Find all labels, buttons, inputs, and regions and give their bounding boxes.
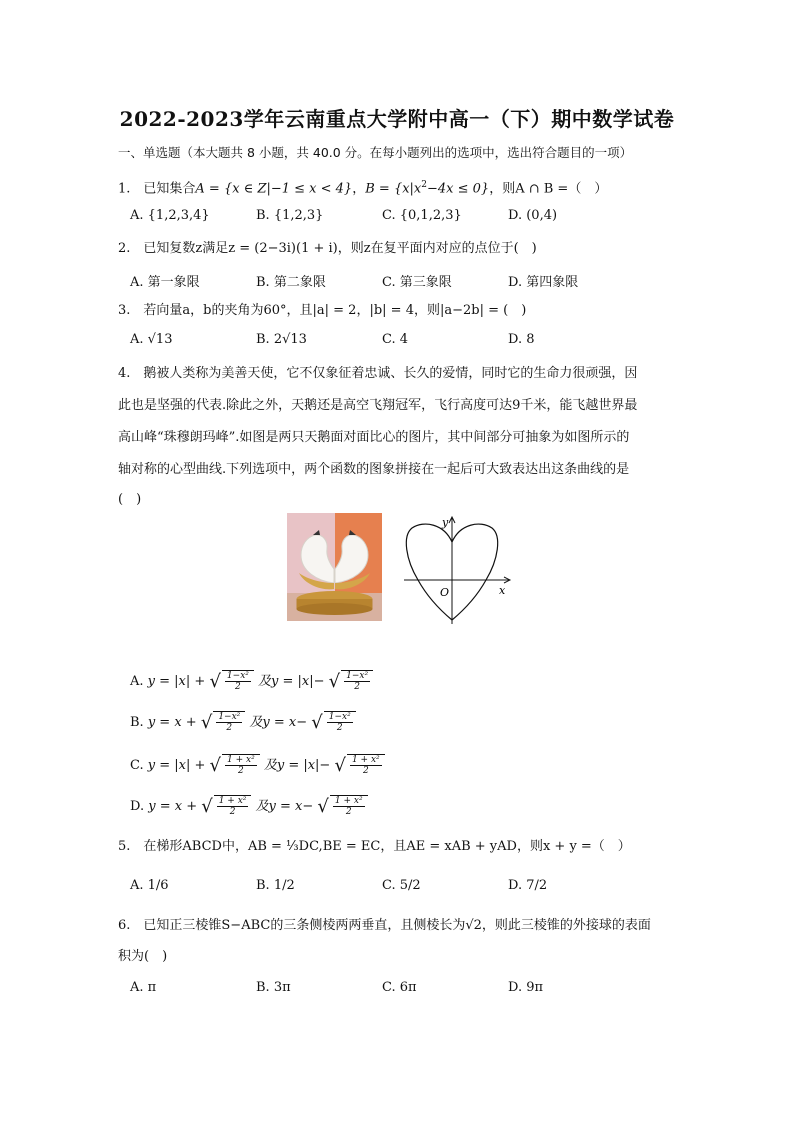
q3-option-a: A. √13 xyxy=(130,332,173,347)
question-4-stem-line-4: 轴对称的心型曲线.下列选项中，两个函数的图象拼接在一起后可大致表达出这条曲线的是 xyxy=(118,462,630,477)
page-title: 2022-2023学年云南重点大学附中高一（下）期中数学试卷 xyxy=(119,107,675,131)
question-1-stem: 1. 已知集合A = {x ∈ Z|−1 ≤ x < 4}，$B = \{x|x^2-4x \le 0\}$，则A ∩ B =（ ） xyxy=(118,180,608,197)
question-6-stem-line-2: 积为( ) xyxy=(118,949,168,964)
q2-option-c: C. 第三象限 xyxy=(382,275,452,290)
question-6-stem-line-1: 6. 已知正三棱锥S−ABC的三条侧棱两两垂直，且侧棱长为√2，则此三棱锥的外接球的表面 xyxy=(118,918,651,933)
question-5-stem: 5. 在梯形ABCD中，AB = ⅓DC,BE = EC，且AE = xAB + yAD，则x + y =（ ） xyxy=(118,839,631,854)
question-4-stem-line-1: 4. 鹅被人类称为美善天使，它不仅象征着忠诚、长久的爱情，同时它的生命力很顽强，因 xyxy=(118,366,638,381)
q4-option-c: C. y = |x| + √ $\frac{\text{1 + x²}}{2}$ 及y = |x|− √ $\frac{\text{1 + x²}}{2}$ xyxy=(130,754,385,776)
q2-option-b: B. 第二象限 xyxy=(256,275,326,290)
q4-option-b: B. y = x + √ $\frac{\text{1−x²}}{2}$ 及y = x− √ $\frac{\text{1−x²}}{2}$ xyxy=(130,711,356,733)
question-4-stem-line-2: 此也是坚强的代表.除此之外，天鹅还是高空飞翔冠军，飞行高度可达9千米，能飞越世界最 xyxy=(118,398,638,413)
question-3-stem: 3. 若向量a，b的夹角为60°，且|a| = 2，|b| = 4，则|a−2b| = ( ) xyxy=(118,303,527,318)
swan-photo xyxy=(287,513,382,621)
q6-option-b: B. 3π xyxy=(256,980,291,995)
q1-option-b: B. {1,2,3} xyxy=(256,208,324,223)
q2-option-d: D. 第四象限 xyxy=(508,275,579,290)
q2-option-a: A. 第一象限 xyxy=(130,275,200,290)
question-4-stem-line-3: 高山峰“珠穆朗玛峰”.如图是两只天鹅面对面比心的图片，其中间部分可抽象为如图所示的 xyxy=(118,430,630,445)
q5-option-a: A. 1/6 xyxy=(130,878,169,893)
q1-option-a: A. {1,2,3,4} xyxy=(130,208,210,223)
q4-option-d: D. y = x + √ $\frac{\text{1 + x²}}{2}$ 及y = x− √ $\frac{\text{1 + x²}}{2}$ xyxy=(130,795,368,817)
q3-option-c: C. 4 xyxy=(382,332,409,347)
q3-option-d: D. 8 xyxy=(508,332,535,347)
q5-option-c: C. 5/2 xyxy=(382,878,421,893)
section-heading: 一、单选题（本大题共 8 小题，共 40.0 分。在每小题列出的选项中，选出符合题目的一项） xyxy=(118,145,633,160)
question-4-stem-line-5: ( ) xyxy=(118,492,142,507)
q1-option-d: D. (0,4) xyxy=(508,208,558,223)
question-2-stem: 2. 已知复数z满足z = (2−3i)(1 + i)，则z在复平面内对应的点位于( ) xyxy=(118,241,537,256)
origin-label: O xyxy=(440,586,450,599)
q5-option-b: B. 1/2 xyxy=(256,878,295,893)
q4-option-a: A. y = |x| + √ $\frac{\text{1−x²}}{2}$ 及y = |x|− √ $\frac{\text{1−x²}}{2}$ xyxy=(130,670,373,692)
q1-option-c: C. {0,1,2,3} xyxy=(382,208,462,223)
q6-option-c: C. 6π xyxy=(382,980,417,995)
y-axis-label: y xyxy=(442,516,449,529)
gold-base-bottom xyxy=(297,603,373,615)
heart-curve-diagram xyxy=(400,514,515,626)
x-axis-label: x xyxy=(499,584,506,597)
q5-option-d: D. 7/2 xyxy=(508,878,548,893)
q6-option-a: A. π xyxy=(130,980,157,995)
q3-option-b: B. 2√13 xyxy=(256,332,307,347)
q6-option-d: D. 9π xyxy=(508,980,544,995)
